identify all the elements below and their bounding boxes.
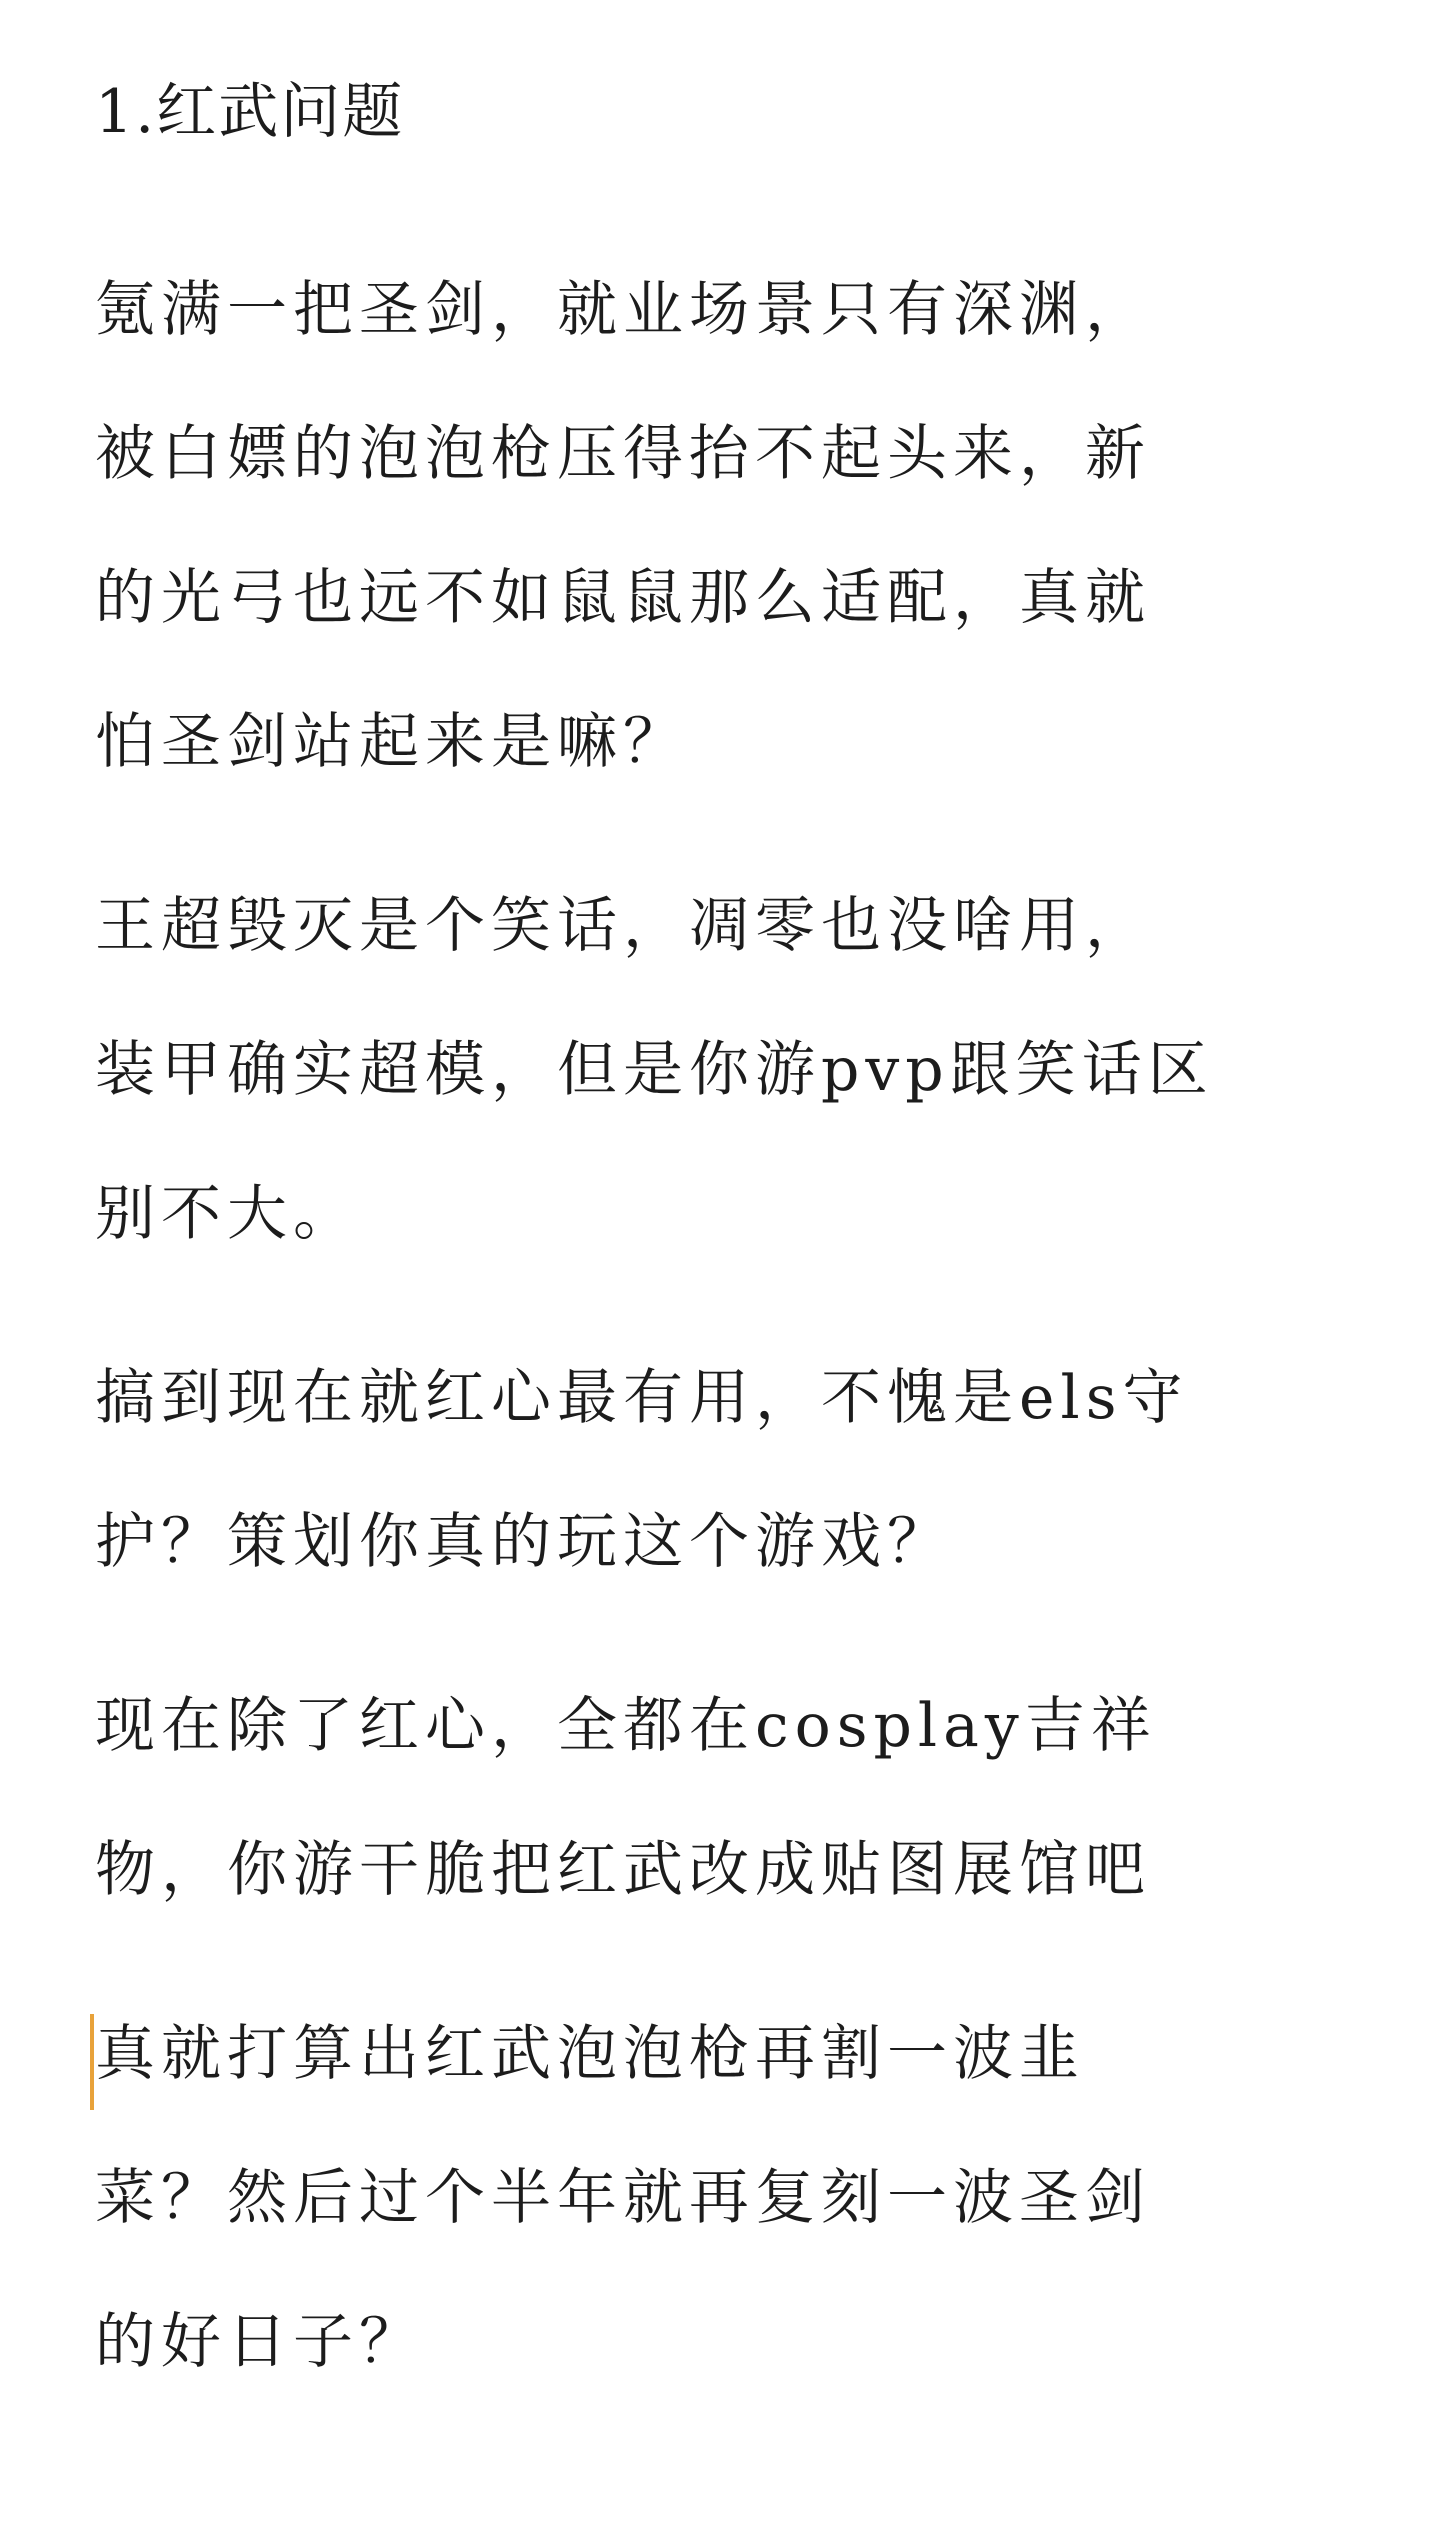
paragraph-line: 物，你游干脆把红武改成贴图展馆吧 <box>95 1835 1151 1905</box>
paragraph-line: 装甲确实超模，但是你游pvp跟笑话区 <box>95 1035 1214 1105</box>
paragraph-line: 搞到现在就红心最有用，不愧是els守 <box>95 1363 1189 1433</box>
text-cursor <box>90 2014 94 2110</box>
paragraph-line: 的好日子？ <box>95 2307 425 2377</box>
paragraph-5[interactable] <box>95 1982 1385 2414</box>
paragraph-3[interactable] <box>95 1326 1385 1614</box>
paragraph-line: 现在除了红心，全都在cosplay吉祥 <box>95 1691 1157 1761</box>
document-body <box>95 62 1385 2414</box>
section-heading: 1.红武问题 <box>95 77 405 147</box>
paragraph-line: 氪满一把圣剑，就业场景只有深渊， <box>95 275 1151 345</box>
paragraph-line: 被白嫖的泡泡枪压得抬不起头来，新 <box>95 419 1151 489</box>
paragraph-4[interactable] <box>95 1654 1385 1942</box>
paragraph-line: 王超毁灭是个笑话，凋零也没啥用， <box>95 891 1151 961</box>
paragraph-1[interactable] <box>95 238 1385 814</box>
paragraph-line: 别不大。 <box>95 1179 359 1249</box>
paragraph-line: 怕圣剑站起来是嘛？ <box>95 707 689 777</box>
paragraph-2[interactable] <box>95 854 1385 1286</box>
paragraph-line: 菜？然后过个半年就再复刻一波圣剑 <box>95 2163 1151 2233</box>
paragraph-line: 的光弓也远不如鼠鼠那么适配，真就 <box>95 563 1151 633</box>
paragraph-line: 真就打算出红武泡泡枪再割一波韭 <box>95 2019 1085 2089</box>
paragraph-line: 护？策划你真的玩这个游戏？ <box>95 1507 953 1577</box>
